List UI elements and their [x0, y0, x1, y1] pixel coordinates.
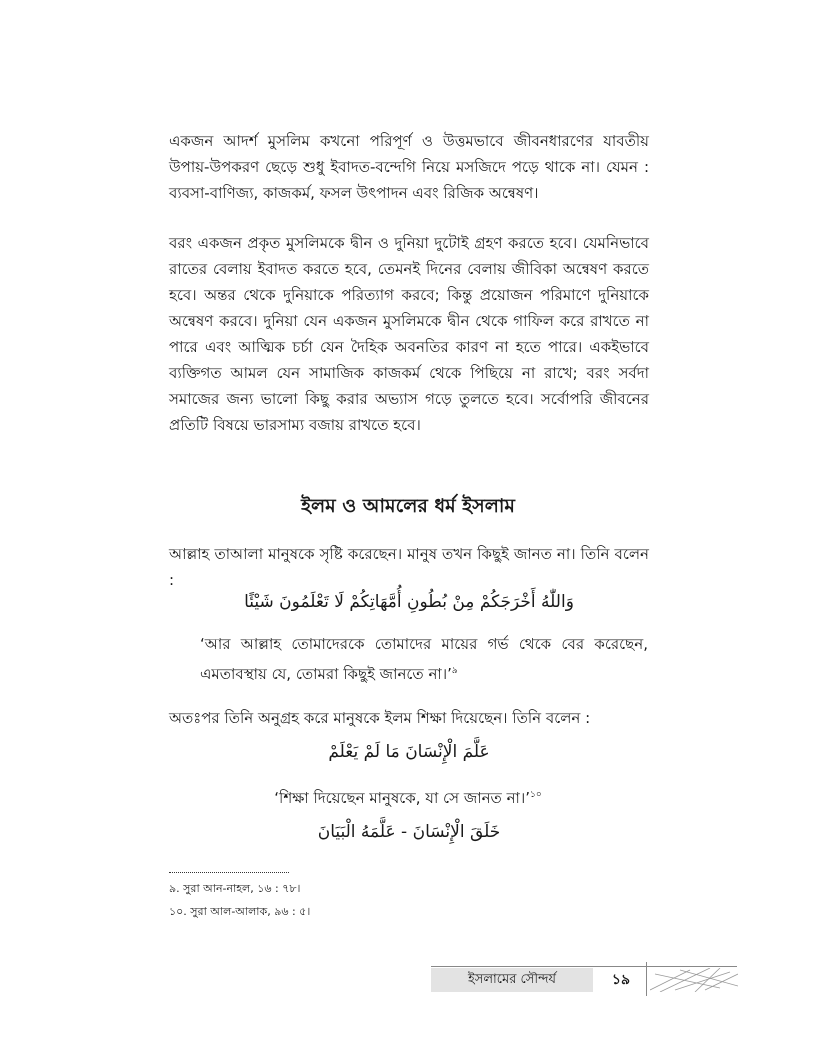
translation-quote-1 [200, 631, 648, 688]
arabic-verse-2: عَلَّمَ الْإِنْسَانَ مَا لَمْ يَعْلَمْ [328, 742, 490, 762]
footer-decoration-icon [650, 968, 738, 992]
footnote-9: ৯. সুরা আন-নাহল, ১৬ : ৭৮। [169, 882, 301, 895]
footnote-divider [169, 872, 289, 873]
quote-2-text: ‘শিক্ষা দিয়েছেন মানুষকে, যা সে জানত না।’ [274, 789, 531, 807]
paragraph-3: আল্লাহ তাআলা মানুষকে সৃষ্টি করেছেন। মানুষ তখন কিছুই জানত না। তিনি বলেন : [169, 545, 649, 589]
page-number: ১৯ [611, 972, 631, 988]
paragraph-4: অতঃপর তিনি অনুগ্রহ করে মানুষকে ইলম শিক্ষা দিয়েছেন। তিনি বলেন : [169, 709, 591, 727]
footer-separator [646, 962, 647, 996]
translation-quote-2 [0, 787, 816, 812]
footer-book-title: ইসলামের সৌন্দর্য [431, 968, 593, 992]
footer-rule [431, 966, 737, 967]
arabic-verse-1: وَاللّٰهُ أَخْرَجَكُمْ مِنْ بُطُونِ أُمَّهَاتِكُمْ لَا تَعْلَمُونَ شَيْئًا [244, 592, 574, 612]
paragraph-1: একজন আদর্শ মুসলিম কখনো পরিপূর্ণ ও উত্তমভাবে জীবনধারণের যাবতীয় উপায়-উপকরণ ছেড়ে শুধু ইবাদত-বন্দেগি নিয়ে মসজিদে পড়ে থাকে না। যেমন : ব্যবসা-বাণিজ্য, কাজকর্ম, ফসল উৎপাদন এবং রিজিক অন্বেষণ। [169, 132, 649, 202]
footnote-ref-10: ১০ [530, 790, 542, 800]
footnote-ref-9: ৯ [451, 666, 458, 676]
footnote-10: ১০. সুরা আল-আলাক, ৯৬ : ৫। [169, 905, 311, 918]
arabic-verse-3: خَلَقَ الْإِنْسَانَ - عَلَّمَهُ الْبَيَانَ [317, 822, 501, 842]
section-heading: ইলম ও আমলের ধর্ম ইসলাম [301, 495, 515, 517]
quote-1-text: ‘আর আল্লাহ তোমাদেরকে তোমাদের মায়ের গর্ভ থেকে বের করেছেন, এমতাবস্থায় যে, তোমরা কিছুই জানতে না।’ [200, 635, 648, 683]
paragraph-2: বরং একজন প্রকৃত মুসলিমকে দ্বীন ও দুনিয়া দুটোই গ্রহণ করতে হবে। যেমনিভাবে রাতের বেলায় ইবাদত করতে হবে, তেমনই দিনের বেলায় জীবিকা অন্বেষণ করতে হবে। অন্তর থেকে দুনিয়াকে পরিত্যাগ করবে; কিন্তু প্রয়োজন পরিমাণে দুনিয়াকে অন্বেষণ করবে। দুনিয়া যেন একজন মুসলিমকে দ্বীন থেকে গাফিল করে রাখতে না পারে এবং আত্মিক চর্চা যেন দৈহিক অবনতির কারণ না হতে পারে। একইভাবে ব্যক্তিগত আমল যেন সামাজিক কাজকর্ম থেকে পিছিয়ে না রাখে; বরং সর্বদা সমাজের জন্য ভালো কিছু করার অভ্যাস গড়ে তুলতে হবে। সর্বোপরি জীবনের প্রতিটি বিষয়ে ভারসাম্য বজায় রাখতে হবে। [169, 234, 649, 434]
